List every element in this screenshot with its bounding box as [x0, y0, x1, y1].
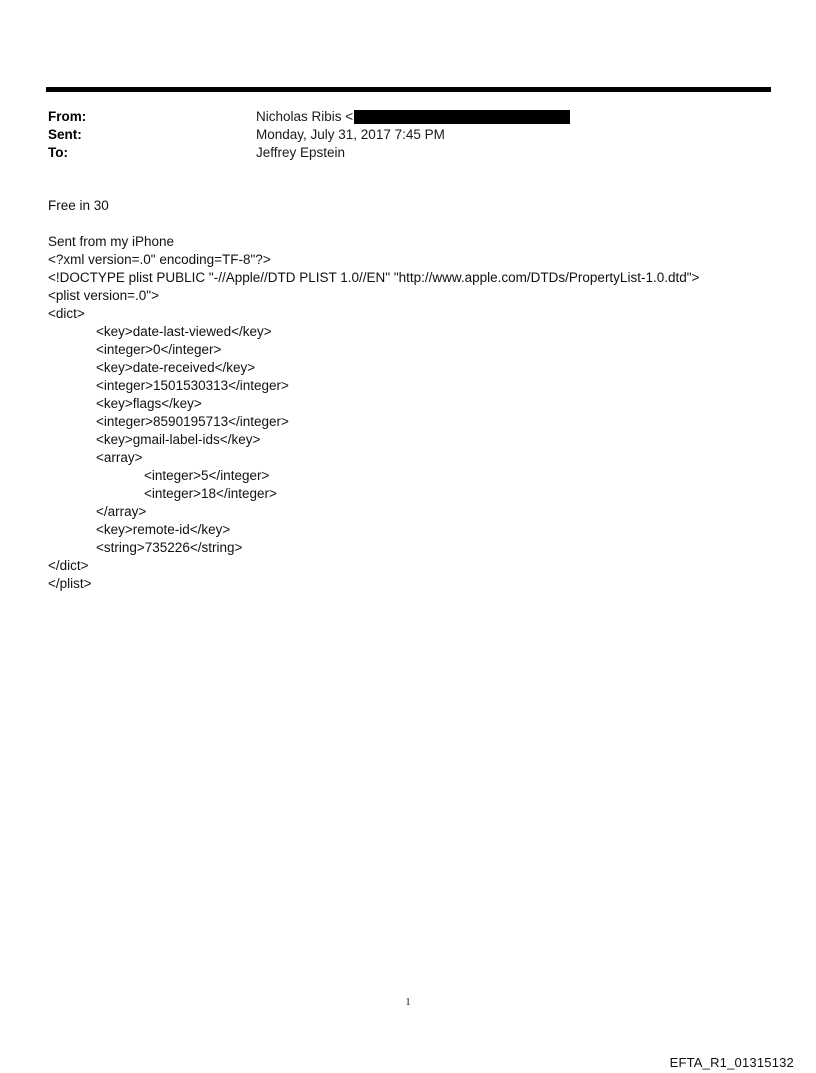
plist-key: <key>remote-id</key>: [96, 522, 231, 537]
plist-key: <key>gmail-label-ids</key>: [96, 432, 261, 447]
from-sender: Nicholas Ribis <: [256, 109, 354, 124]
plist-value: <integer>1501530313</integer>: [96, 378, 289, 393]
spacer: [48, 215, 788, 233]
doctype-line: <!DOCTYPE plist PUBLIC "-//Apple//DTD PLIST 1.0//EN" "http://www.apple.com/DTDs/PropertyList-1.0.dtd">: [48, 270, 700, 285]
from-row: [48, 108, 748, 126]
plist-open: <plist version=.0">: [48, 288, 159, 303]
array-item: <integer>5</integer>: [144, 468, 270, 483]
signature-line: Sent from my iPhone: [48, 234, 175, 249]
plist-value: <integer>0</integer>: [96, 342, 222, 357]
array-item: <integer>18</integer>: [144, 486, 277, 501]
email-header: [48, 108, 748, 162]
plist-key: <key>flags</key>: [96, 396, 202, 411]
array-close: </array>: [96, 504, 147, 519]
to-value: Jeffrey Epstein: [256, 145, 346, 160]
redaction-bar: [354, 110, 570, 124]
header-divider: [46, 87, 771, 92]
dict-close: </dict>: [48, 558, 89, 573]
sent-label: Sent:: [48, 127, 82, 142]
plist-key: <key>date-last-viewed</key>: [96, 324, 272, 339]
array-open: <array>: [96, 450, 143, 465]
document-id: EFTA_R1_01315132: [669, 1055, 794, 1070]
greeting-line: Free in 30: [48, 198, 109, 213]
to-row: [48, 144, 748, 162]
xml-declaration: <?xml version=.0" encoding=TF-8"?>: [48, 252, 271, 267]
from-value: [256, 108, 570, 126]
email-body: [48, 197, 788, 593]
plist-key: <key>date-received</key>: [96, 360, 256, 375]
plist-value: <string>735226</string>: [96, 540, 243, 555]
from-label: From:: [48, 109, 87, 124]
plist-value: <integer>8590195713</integer>: [96, 414, 289, 429]
page-number: 1: [405, 996, 411, 1008]
sent-value: Monday, July 31, 2017 7:45 PM: [256, 127, 445, 142]
dict-open: <dict>: [48, 306, 85, 321]
plist-close: </plist>: [48, 576, 92, 591]
to-label: To:: [48, 145, 68, 160]
sent-row: [48, 126, 748, 144]
